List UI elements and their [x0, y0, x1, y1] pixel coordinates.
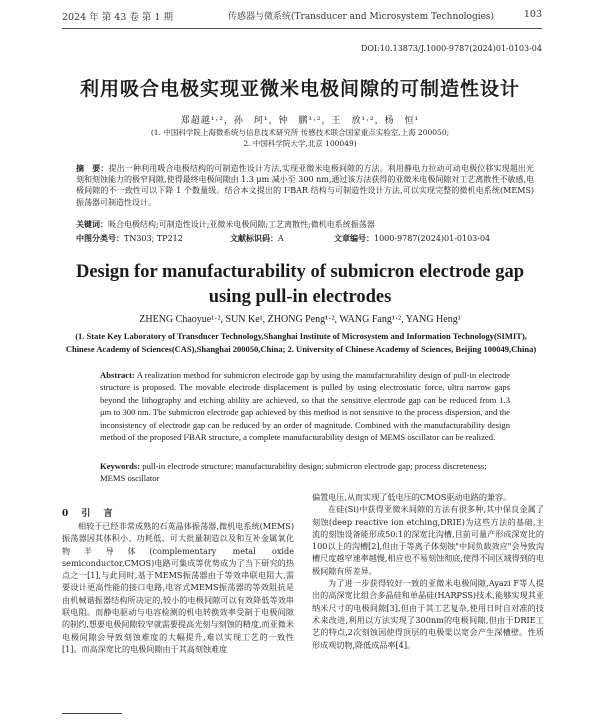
body-left-column: 相较于已经非常成熟的石英晶体振荡器,微机电系统(MEMS)振荡器因其体积小、功耗低、可大批量制造以及和互补金属氧化物半导体(complementary metal oxide semiconductor,CMOS)电路可集成等优势成为了当下研究的热点之一[1],与此同时,基于MEMS振荡器由于等效串联电阻大,需要设计更高性能的接口电路,电容式MEMS振荡器的等效阻抗是由机械谐振器结构所决定的,较小的电极间隙可以有效降低等效串联电阻。而静电驱动与电容检测的机电转换效率受制于电极间隙的制约,想要电极间隙较窄就需要提高光刻与刻蚀的精度,而亚微米电极间隙会导致刻蚀难度的大幅提升,难以实现工艺的一致性[1]。而高深宽比的电极间隙由于其高刻蚀难度	[62, 521, 294, 654]
journal-name: 传感器与微系统(Transducer and Microsystem Technologies)	[228, 12, 495, 22]
article-number-label: 文章编号：	[334, 233, 374, 243]
running-header	[62, 9, 542, 25]
page-number: 103	[523, 9, 542, 20]
english-title-line-2: using pull-in electrodes	[208, 287, 392, 307]
english-authors: ZHENG Chaoyue¹·², SUN Ke¹, ZHONG Peng¹·², WANG Fang¹·², YANG Heng¹	[139, 314, 461, 325]
chinese-abstract	[76, 163, 534, 208]
chinese-affiliation-1: (1. 中国科学院上海微系统与信息技术研究所 传感技术联合国家重点实验室,上海 200050;	[150, 128, 450, 137]
english-abstract-text: A realization method for submicron electrode gap by using the manufacturability design of pull-in electrode structure is proposed. The movable electrode displacement is pulled by using electrostatic force, ultra narrow gaps beyond the lithography and etching ability are achieved, so that the sensitive electrode gap can be reduced from 1.3 μm to 300 nm. The submicron electrode gap achieved by this method is not sensitive to the process dispersion, and the inconsistency of electrode gap can be reduced by an order of magnitude. Combined with the manufacturability design method of the proposed I²BAR structure, a complete manufacturability design of MEMS oscillator can be realized.	[100, 370, 510, 443]
issue-info: 2024 年 第 43 卷 第 1 期	[62, 12, 173, 23]
clc-label: 中图分类号：	[76, 233, 124, 243]
footnote-rule	[62, 713, 122, 714]
right-paragraph-3: 为了进一步获得较好一致的亚微米电极间隙,Ayazi F等人提出的高深宽比组合多晶硅和单晶硅(HARPSS)技术,能够实现其亚纳米尺寸的电极间隙[3],但由于其工艺复杂,使用日时自对准的技术来改进,利用以方法实现了300nm的电极间隙,但由于DRIE工艺的特点,2次刻蚀因使得顶层的电极渠以宽会产生深槽壁。性质形成观切物,降低成品率[4]。	[312, 578, 544, 650]
chinese-keywords	[76, 219, 534, 230]
chinese-title: 利用吸合电极实现亚微米电极间隙的可制造性设计	[79, 78, 520, 100]
right-paragraph-1: 偏置电压,从而实现了低电压的CMOS驱动电路的兼容。	[312, 492, 512, 502]
section-heading-introduction: 0 引 言	[62, 509, 118, 519]
english-title	[0, 260, 600, 310]
english-keywords-text: pull-in electrode structure; manufacturability design; submicron electrode gap; process discreteness; MEMS oscillator	[100, 461, 487, 484]
chinese-affiliation-2: 2. 中国科学院大学,北京 100049)	[243, 139, 357, 148]
english-abstract	[100, 369, 510, 443]
chinese-keywords-text: 吸合电极结构;可制造性设计;亚微米电极间隙;工艺离散性;微机电系统振荡器	[108, 220, 375, 229]
chinese-authors: 郑超越¹·²，孙 珂¹，钟 鹏¹·²，王 放¹·²，杨 恒¹	[180, 116, 420, 126]
header-rule	[62, 28, 542, 29]
english-abstract-label: Abstract:	[100, 370, 135, 380]
right-paragraph-2: 在硅(Si)中获得亚微米间隙的方法有很多种,其中保良金属了刻蚀(deep reactive ion etching,DRIE)为这些方法的基础,主流的刻蚀设备能形成50:1的深宽比沟槽,目前可量产形成深宽比的100以上的沟槽[2],但由于等离子体刻蚀"中间负载效应"会导致沟槽尺度越窄速率越慢,相应也不易刻蚀彻底,使得不同区域得到的电极间隙有所差异。	[312, 504, 544, 576]
doc-code-label: 文献标识码：	[230, 233, 278, 243]
article-number-value: 1000-9787(2024)01-0103-04	[374, 234, 491, 243]
body-right-column	[312, 491, 544, 651]
chinese-affiliation	[0, 127, 600, 149]
chinese-abstract-label: 摘 要：	[76, 163, 109, 173]
doc-code-value: A	[278, 234, 284, 243]
chinese-keywords-label: 关键词：	[76, 219, 108, 229]
chinese-abstract-text: 提出一种利用吸合电极结构的可制造性设计方法,实现亚微米电极间隙的方法。利用静电力拉动可动电极位移实现超出光刻和刻蚀能力的极窄间隙,使得最终电极间隙由 1.3 μm 减小至 300 nm,通过该方法获得的亚微米电极间隙对工艺离散性不敏感,电极间隙的不一致性可以下降 1 个数量级。结合本文提出的 I²BAR 结构与可制造性设计方法,可以实现完整的微机电系统(MEMS)振荡器可制造性设计。	[76, 164, 535, 207]
doi[interactable]: DOI:10.13873/J.1000-9787(2024)01-0103-04	[361, 44, 542, 53]
english-keywords	[100, 460, 510, 485]
english-affiliation: (1. State Key Laboratory of Transducer Technology,Shanghai Institute of Microsystem and Information Technology(SIMIT), Chinese Academy of Sciences(CAS),Shanghai 200050,China; 2. University of Chinese Academy of Sciences, Beijing 100049,China)	[65, 331, 537, 354]
english-keywords-label: Keywords:	[100, 461, 141, 471]
english-title-line-1: Design for manufacturability of submicron electrode gap	[75, 262, 525, 282]
clc-value: TN303; TP212	[124, 234, 183, 243]
